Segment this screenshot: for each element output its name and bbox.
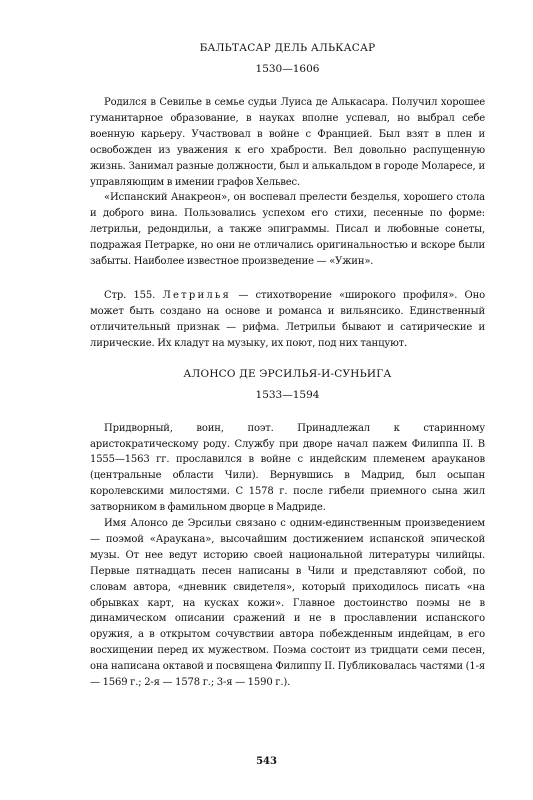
- biography-ercilla: [90, 421, 485, 691]
- commentary-note-letrilla: [90, 288, 485, 352]
- note-text: — стихотворение «широкого профиля». Оно может быть создано на основе и романса и вильянсико. Единственный отличительный признак — рифма. Летрильи бывают и сатирические и лирические. Их кладут на музыку, их поют, под них танцуют.: [90, 289, 485, 349]
- note-prefix: Стр. 155.: [104, 289, 163, 301]
- biography-alcazar: [90, 95, 485, 270]
- paragraph: Имя Алонсо де Эрсильи связано с одним-единственным произведением — поэмой «Араукана», высочайшим достижением испанской эпической музы. От нее ведут историю своей национальной литературы чилийцы. Первые пятнадцать песен написаны в Чили и представляют собой, по словам автора, «дневник свидетеля», который приходилось писать «на обрывках карт, на кусках кожи». Главное достоинство поэмы не в динамическом описании сражений и не в прославлении испанского оружия, а в открытом сочувствии автора побежденным индейцам, в его восхищении перед их мужеством. Поэма состоит из тридцати семи песен, она написана октавой и посвящена Филиппу II. Публиковалась частями (1-я — 1569 г.; 2-я — 1578 г.; 3-я — 1590 г.).: [90, 518, 485, 689]
- section-dates-alcazar: 1530—1606: [255, 63, 320, 75]
- paragraph: Придворный, воин, поэт. Принадлежал к старинному аристократическому роду. Службу при дворе начал пажем Филиппа II. В 1555—1563 гг. прославился в войне с индейским племенем арауканов (центральные области Чили). Вернувшись в Мадрид, был осыпан королевскими милостями. С 1578 г. после гибели приемного сына жил затворником в фамильном дворце в Мадриде.: [90, 422, 485, 514]
- paragraph: Родился в Севилье в семье судьи Луиса де Алькасара. Получил хорошее гуманитарное образование, в науках вполне успевал, но выбрал себе военную карьеру. Участвовал в войне с Францией. Был взят в плен и освобожден из уважения к его храбрости. Вел довольно распущенную жизнь. Занимал разные должности, был и алькальдом в городе Моларесе, и управляющим в имении графов Хельвес.: [90, 97, 485, 188]
- note-term: Летрилья: [162, 289, 232, 301]
- section-title-ercilla: АЛОНСО ДЕ ЭРСИЛЬЯ-И-СУНЬИГА: [183, 367, 392, 380]
- section-title-alcazar: БАЛЬТАСАР ДЕЛЬ АЛЬКАСАР: [199, 42, 376, 54]
- paragraph: «Испанский Анакреон», он воспевал прелести безделья, хорошего стола и доброго вина. Пользовались успехом его стихи, песенные по форме: летрильи, редондильи, а также эпиграммы. Писал и любовные сонеты, подражая Петрарке, но они не отличались оригинальностью и вскоре были забыты. Наиболее известное произведение — «Ужин».: [90, 192, 485, 268]
- page-number: 543: [256, 756, 277, 767]
- page-body: [90, 0, 485, 691]
- section-dates-ercilla: 1533—1594: [255, 388, 320, 401]
